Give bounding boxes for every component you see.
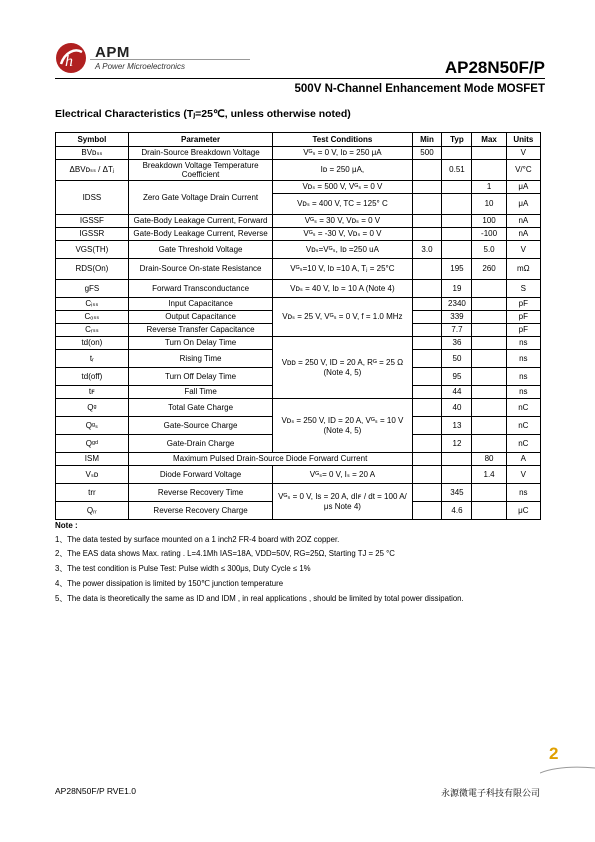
min-cell [412, 160, 442, 181]
unit-cell: nC [506, 399, 540, 417]
unit-cell: pF [506, 311, 540, 324]
parameter-cell: Gate-Body Leakage Current, Reverse [128, 228, 273, 241]
max-cell [472, 386, 506, 399]
symbol-cell: ISM [56, 453, 129, 466]
symbol-cell: Cₒₛₛ [56, 311, 129, 324]
typ-cell [442, 215, 472, 228]
unit-cell: μA [506, 194, 540, 215]
parameter-cell: Reverse Transfer Capacitance [128, 324, 273, 337]
conditions-cell: Vᴅₛ = 500 V, Vᴳₛ = 0 V [273, 181, 412, 194]
parameter-cell: Diode Forward Voltage [128, 466, 273, 484]
unit-cell: ns [506, 350, 540, 368]
max-cell [472, 324, 506, 337]
min-cell [412, 298, 442, 311]
unit-cell: mΩ [506, 259, 540, 280]
symbol-cell: gFS [56, 280, 129, 298]
typ-cell: 2340 [442, 298, 472, 311]
table-row [56, 453, 541, 466]
max-cell: -100 [472, 228, 506, 241]
unit-cell: S [506, 280, 540, 298]
unit-cell: nA [506, 215, 540, 228]
table-row [56, 181, 541, 194]
min-cell [412, 337, 442, 350]
max-cell [472, 399, 506, 417]
typ-cell: 12 [442, 435, 472, 453]
notes-title: Note : [55, 521, 78, 530]
table-header-row [56, 133, 541, 147]
max-cell [472, 484, 506, 502]
symbol-cell: Qᵍₛ [56, 417, 129, 435]
header-divider [55, 78, 545, 79]
typ-cell [442, 453, 472, 466]
max-cell [472, 417, 506, 435]
symbol-cell: Cᵢₛₛ [56, 298, 129, 311]
page-header [55, 40, 545, 80]
typ-cell: 13 [442, 417, 472, 435]
parameter-cell: Breakdown Voltage Temperature Coefficient [128, 160, 273, 181]
typ-cell: 44 [442, 386, 472, 399]
conditions-cell: Vᴳₛ= 0 V, Iₛ = 20 A [273, 466, 412, 484]
typ-cell [442, 228, 472, 241]
note-item: 3、The test condition is Pulse Test: Pulse width ≤ 300μs, Duty Cycle ≤ 1% [55, 564, 311, 574]
footer-revision: AP28N50F/P RVE1.0 [55, 786, 136, 796]
column-header: Symbol [56, 133, 129, 147]
unit-cell: V [506, 466, 540, 484]
brand-name: APM [95, 44, 130, 61]
max-cell: 5.0 [472, 241, 506, 259]
unit-cell: ns [506, 337, 540, 350]
max-cell [472, 337, 506, 350]
note-item: 2、The EAS data shows Max. rating . L=4.1Mh IAS=18A, VDD=50V, RG=25Ω, Starting TJ = 25 °C [55, 549, 395, 559]
column-header: Max [472, 133, 506, 147]
table-row [56, 280, 541, 298]
parameter-cell: Gate-Body Leakage Current, Forward [128, 215, 273, 228]
table-row [56, 399, 541, 417]
conditions-cell: Vᴳₛ = -30 V, Vᴅₛ = 0 V [273, 228, 412, 241]
max-cell [472, 280, 506, 298]
min-cell [412, 259, 442, 280]
typ-cell: 195 [442, 259, 472, 280]
symbol-cell: Cᵣₛₛ [56, 324, 129, 337]
conditions-cell: Vᴳₛ = 0 V, Iᴅ = 250 μA [273, 147, 412, 160]
max-cell: 10 [472, 194, 506, 215]
parameter-cell: Forward Transconductance [128, 280, 273, 298]
min-cell [412, 368, 442, 386]
conditions-cell: Vᴅₛ = 25 V, Vᴳₛ = 0 V, f = 1.0 MHz [273, 298, 412, 337]
symbol-cell: td(on) [56, 337, 129, 350]
max-cell: 100 [472, 215, 506, 228]
max-cell: 1 [472, 181, 506, 194]
min-cell [412, 502, 442, 520]
conditions-cell: Vᴅₛ = 400 V, TC = 125° C [273, 194, 412, 215]
unit-cell: ns [506, 368, 540, 386]
unit-cell: nA [506, 228, 540, 241]
table-row [56, 160, 541, 181]
parameter-cell: Gate Threshold Voltage [128, 241, 273, 259]
electrical-characteristics-table [55, 132, 541, 520]
conditions-cell: Vᴅᴅ = 250 V, ID = 20 A, Rᴳ = 25 Ω (Note 4, 5) [273, 337, 412, 399]
unit-cell: pF [506, 324, 540, 337]
symbol-cell: Vₛᴅ [56, 466, 129, 484]
symbol-cell: RDS(On) [56, 259, 129, 280]
column-header: Test Conditions [273, 133, 412, 147]
unit-cell: A [506, 453, 540, 466]
min-cell: 500 [412, 147, 442, 160]
max-cell [472, 311, 506, 324]
typ-cell: 40 [442, 399, 472, 417]
symbol-cell: BVᴅₛₛ [56, 147, 129, 160]
max-cell [472, 350, 506, 368]
parameter-cell: Turn On Delay Time [128, 337, 273, 350]
table-row [56, 484, 541, 502]
typ-cell: 19 [442, 280, 472, 298]
typ-cell: 50 [442, 350, 472, 368]
unit-cell: V/°C [506, 160, 540, 181]
min-cell [412, 484, 442, 502]
typ-cell: 345 [442, 484, 472, 502]
table-row [56, 228, 541, 241]
parameter-cell: Turn Off Delay Time [128, 368, 273, 386]
typ-cell: 36 [442, 337, 472, 350]
min-cell [412, 350, 442, 368]
min-cell [412, 386, 442, 399]
symbol-cell: IGSSR [56, 228, 129, 241]
unit-cell: ns [506, 484, 540, 502]
unit-cell: V [506, 241, 540, 259]
table-row [56, 337, 541, 350]
table-row [56, 147, 541, 160]
min-cell [412, 194, 442, 215]
typ-cell: 95 [442, 368, 472, 386]
conditions-cell: Vᴅₛ = 250 V, ID = 20 A, Vᴳₛ = 10 V (Note 4, 5) [273, 399, 412, 453]
symbol-cell: td(off) [56, 368, 129, 386]
unit-cell: μA [506, 181, 540, 194]
page-number-swoosh [540, 765, 595, 775]
symbol-cell: tꜰ [56, 386, 129, 399]
parameter-cell: Output Capacitance [128, 311, 273, 324]
min-cell [412, 435, 442, 453]
parameter-cell: Total Gate Charge [128, 399, 273, 417]
typ-cell [442, 241, 472, 259]
parameter-cell: Fall Time [128, 386, 273, 399]
typ-cell [442, 466, 472, 484]
parameter-cell: Drain-Source On-state Resistance [128, 259, 273, 280]
min-cell [412, 417, 442, 435]
typ-cell: 0.51 [442, 160, 472, 181]
typ-cell: 4.6 [442, 502, 472, 520]
unit-cell: nC [506, 417, 540, 435]
parameter-cell: Maximum Pulsed Drain-Source Diode Forward Current [128, 453, 412, 466]
max-cell [472, 298, 506, 311]
page-number: 2 [549, 744, 559, 763]
parameter-cell: Gate-Source Charge [128, 417, 273, 435]
table-row [56, 298, 541, 311]
min-cell [412, 399, 442, 417]
min-cell: 3.0 [412, 241, 442, 259]
parameter-cell: Reverse Recovery Charge [128, 502, 273, 520]
symbol-cell: Qᵍᵈ [56, 435, 129, 453]
tagline-rule [90, 59, 250, 60]
notes-section [55, 521, 545, 609]
brand-tagline: A Power Microelectronics [95, 62, 185, 71]
symbol-cell: IGSSF [56, 215, 129, 228]
footer-company: 永源微電子科技有限公司 [440, 788, 540, 798]
unit-cell: ns [506, 386, 540, 399]
symbol-cell: trr [56, 484, 129, 502]
symbol-cell: IDSS [56, 181, 129, 215]
min-cell [412, 466, 442, 484]
table-row [56, 241, 541, 259]
conditions-cell: Vᴳₛ = 0 V, Is = 20 A, dIꜰ / dt = 100 A/μs Note 4) [273, 484, 412, 520]
max-cell [472, 147, 506, 160]
typ-cell [442, 194, 472, 215]
parameter-cell: Zero Gate Voltage Drain Current [128, 181, 273, 215]
parameter-cell: Input Capacitance [128, 298, 273, 311]
max-cell [472, 435, 506, 453]
table-row [56, 259, 541, 280]
min-cell [412, 311, 442, 324]
svg-text:h: h [65, 53, 73, 70]
unit-cell: V [506, 147, 540, 160]
unit-cell: nC [506, 435, 540, 453]
max-cell [472, 368, 506, 386]
conditions-cell: Vᴳₛ=10 V, Iᴅ =10 A, Tⱼ = 25°C [273, 259, 412, 280]
min-cell [412, 453, 442, 466]
min-cell [412, 215, 442, 228]
symbol-cell: ΔBVᴅₛₛ / ΔTⱼ [56, 160, 129, 181]
max-cell: 80 [472, 453, 506, 466]
section-title: Electrical Characteristics (Tⱼ=25℃, unless otherwise noted) [55, 108, 351, 120]
unit-cell: μC [506, 502, 540, 520]
unit-cell: pF [506, 298, 540, 311]
typ-cell: 339 [442, 311, 472, 324]
notes-list [55, 535, 545, 604]
symbol-cell: VGS(TH) [56, 241, 129, 259]
note-item: 5、The data is theoretically the same as ID and IDM , in real applications , should be limited by total power dissipation. [55, 593, 464, 603]
min-cell [412, 181, 442, 194]
column-header: Min [412, 133, 442, 147]
parameter-cell: Drain-Source Breakdown Voltage [128, 147, 273, 160]
min-cell [412, 280, 442, 298]
conditions-cell: Vᴅₛ=Vᴳₛ, Iᴅ =250 uA [273, 241, 412, 259]
column-header: Units [506, 133, 540, 147]
column-header: Typ [442, 133, 472, 147]
parameter-cell: Reverse Recovery Time [128, 484, 273, 502]
symbol-cell: Qᵣᵣ [56, 502, 129, 520]
column-header: Parameter [128, 133, 273, 147]
table-row [56, 215, 541, 228]
apm-logo [55, 42, 87, 74]
note-item: 4、The power dissipation is limited by 150℃ junction temperature [55, 579, 284, 589]
max-cell: 1.4 [472, 466, 506, 484]
max-cell [472, 160, 506, 181]
typ-cell [442, 147, 472, 160]
parameter-cell: Rising Time [128, 350, 273, 368]
note-item: 1、The data tested by surface mounted on a 1 inch2 FR-4 board with 2OZ copper. [55, 534, 340, 544]
max-cell: 260 [472, 259, 506, 280]
max-cell [472, 502, 506, 520]
parameter-cell: Gate-Drain Charge [128, 435, 273, 453]
typ-cell: 7.7 [442, 324, 472, 337]
table-row [56, 466, 541, 484]
document-subtitle: 500V N-Channel Enhancement Mode MOSFET [294, 83, 545, 95]
part-number: AP28N50F/P [444, 58, 545, 77]
conditions-cell: Vᴳₛ = 30 V, Vᴅₛ = 0 V [273, 215, 412, 228]
symbol-cell: Qᵍ [56, 399, 129, 417]
min-cell [412, 228, 442, 241]
min-cell [412, 324, 442, 337]
symbol-cell: tᵣ [56, 350, 129, 368]
typ-cell [442, 181, 472, 194]
conditions-cell: Vᴅₛ = 40 V, Iᴅ = 10 A (Note 4) [273, 280, 412, 298]
conditions-cell: Iᴅ = 250 μA, [273, 160, 412, 181]
